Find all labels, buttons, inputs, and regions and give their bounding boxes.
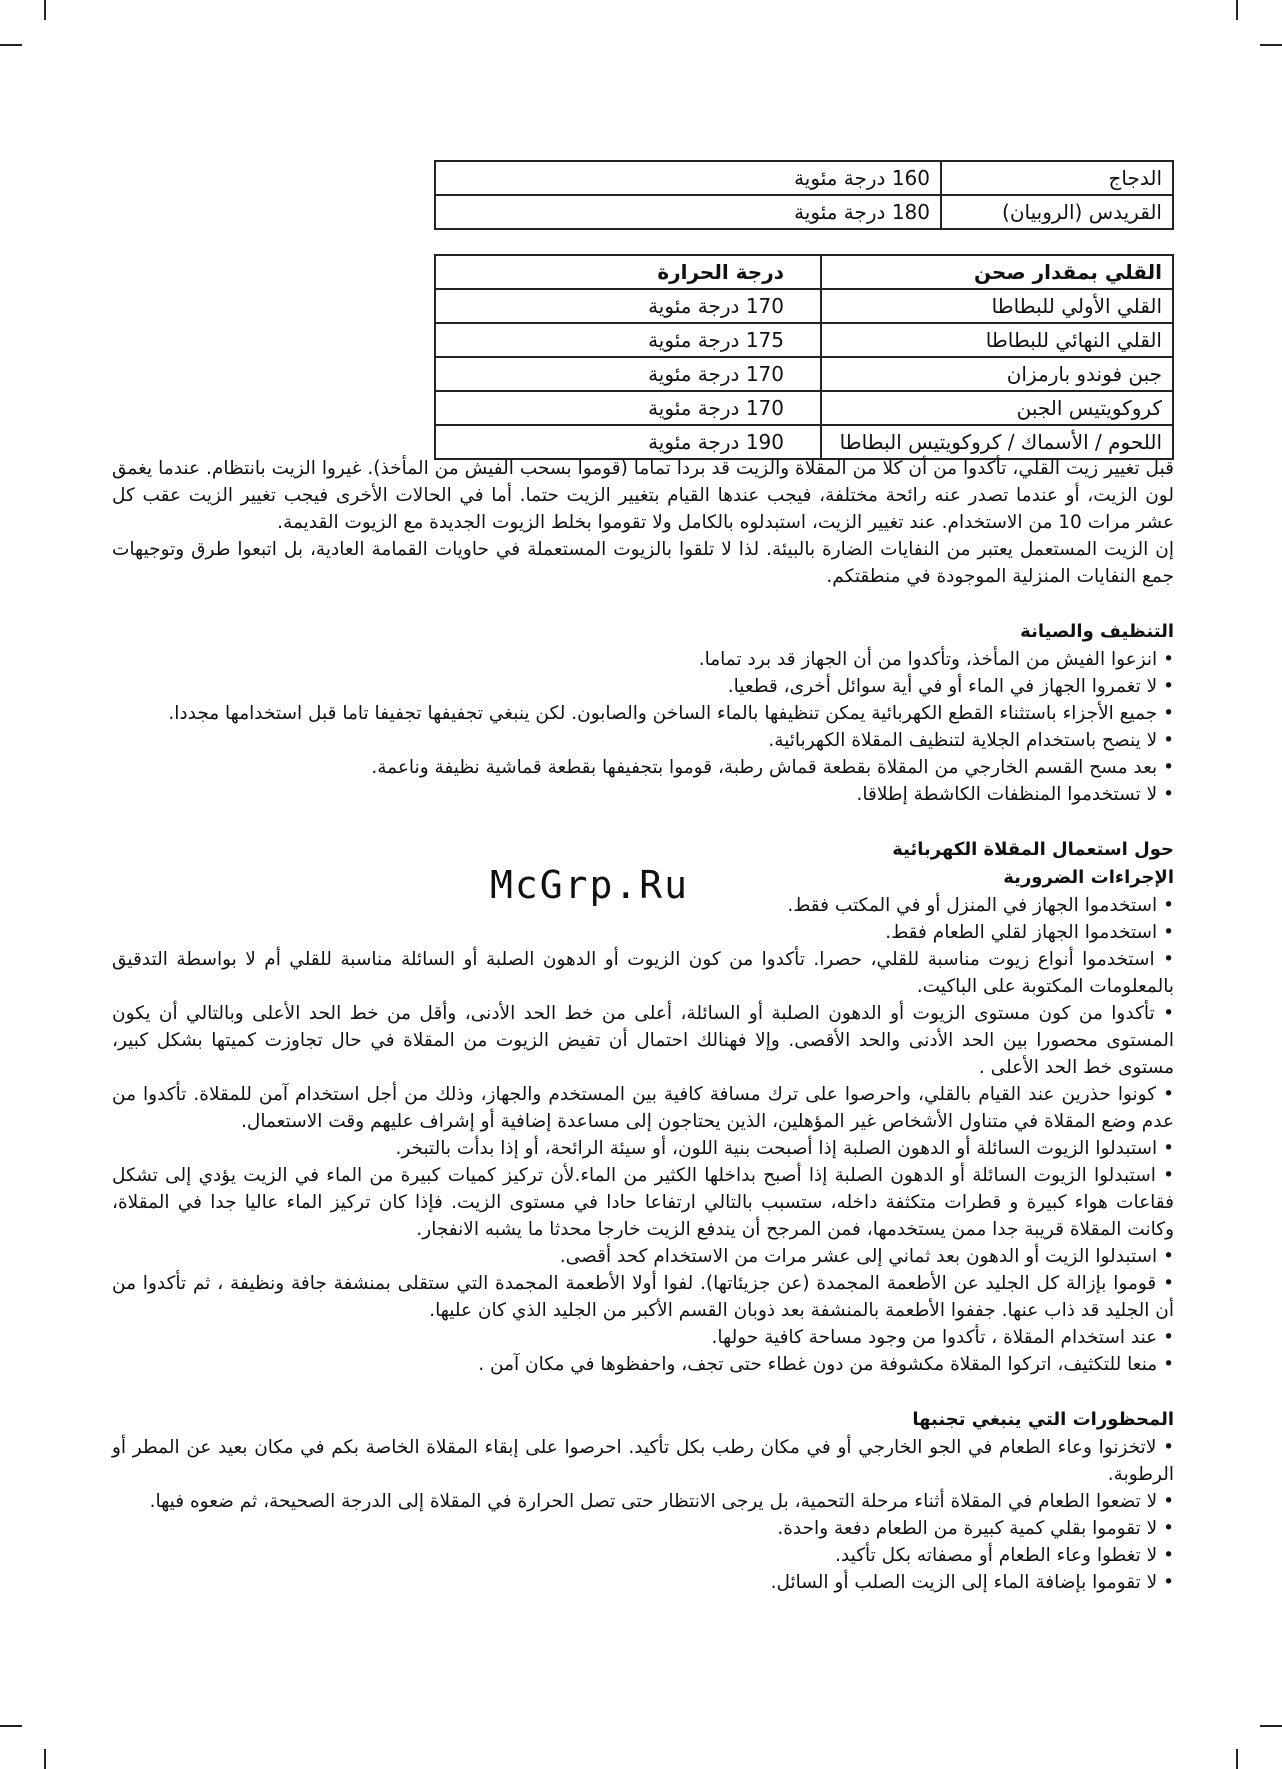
list-item: • انزعوا الفيش من المأخذ، وتأكدوا من أن الجهاز قد برد تماما.: [112, 646, 1174, 673]
list-item: • استخدموا أنواع زيوت مناسبة للقلي، حصرا. تأكدوا من كون الزيوت أو الدهون الصلبة أو السائلة مناسبة للقلي أم لا بواسطة التدقيق بالمعلومات المكتوبة على الباكيت.: [112, 946, 1174, 1000]
prohibited-list: [112, 1434, 1174, 1596]
list-item: • لا تستخدموا المنظفات الكاشطة إطلاقا.: [112, 781, 1174, 808]
table-cell: 170 درجة مئوية: [435, 357, 821, 391]
crop-mark: [1260, 44, 1282, 46]
crop-mark: [44, 1749, 46, 1769]
table-cell: كروكويتيس الجبن: [821, 391, 1173, 425]
list-item: • لا تغطوا وعاء الطعام أو مصفاته بكل تأكيد.: [112, 1542, 1174, 1569]
usage-list: [112, 892, 1174, 1378]
list-item: • استخدموا الجهاز في المنزل أو في المكتب فقط.: [112, 892, 1174, 919]
list-item: • تأكدوا من كون مستوى الزيوت أو الدهون الصلبة أو السائلة، أعلى من خط الحد الأدنى، وأقل من خط الحد الأعلى وبالتالي أن يكون المستوى محصورا بين الحد الأدنى والحد الأقصى. وإلا فهنالك احتمال أن تفيض الزيوت من المقلاة في حال تجاوزت كميتها بشكل كبير، مستوى خط الحد الأعلى .: [112, 1000, 1174, 1081]
table-row: [435, 161, 1173, 195]
section-title-usage: حول استعمال المقلاة الكهربائية: [892, 839, 1174, 860]
crop-mark: [0, 44, 22, 46]
list-item: • لا تقوموا بقلي كمية كبيرة من الطعام دفعة واحدة.: [112, 1515, 1174, 1542]
list-item: • جميع الأجزاء باستثناء القطع الكهربائية يمكن تنظيفها بالماء الساخن والصابون. لكن ينبغي تجفيفها تجفيفا تاما قبل استخدامها مجددا.: [112, 700, 1174, 727]
table-cell: الدجاج: [941, 161, 1173, 195]
temperature-table-main: [434, 254, 1174, 460]
list-item: • استخدموا الجهاز لقلي الطعام فقط.: [112, 919, 1174, 946]
table-row: [435, 425, 1173, 459]
table-cell: القريدس (الروبيان): [941, 195, 1173, 229]
list-item: • قوموا بإزالة كل الجليد عن الأطعمة المجمدة (عن جزيئاتها). لفوا أولا الأطعمة المجمدة التي ستقلى بمنشفة جافة ونظيفة ، ثم تأكدوا من أن الجليد قد ذاب عنها. جففوا الأطعمة بالمنشفة بعد ذوبان القسم الأكبر من الجليد الذي كان عليها.: [112, 1270, 1174, 1324]
table-cell: 175 درجة مئوية: [435, 323, 821, 357]
section-subtitle-usage: الإجراءات الضرورية: [1003, 867, 1174, 888]
section-title-cleaning: التنظيف والصيانة: [1020, 621, 1174, 642]
table-cell: القلي النهائي للبطاطا: [821, 323, 1173, 357]
table-row: [435, 357, 1173, 391]
list-item: • استبدلوا الزيوت السائلة أو الدهون الصلبة إذا أصبح بداخلها الكثير من الماء.لأن تركيز كميات كبيرة من الماء في الزيت يؤدي إلى تشكل فقاعات هواء كبيرة و قطرات متكثفة داخله، ستسبب بالتالي ارتفاعا حادا في مستوى الزيت. فإذا كان تركيز الماء عاليا جدا في المقلاة، وكانت المقلاة قريبة جدا ممن يستخدمها، فمن المرجح أن يندفع الزيت خارجا محدثا ما يشبه الانفجار.: [112, 1162, 1174, 1243]
intro-paragraph: قبل تغيير زيت القلي، تأكدوا من أن كلا من المقلاة والزيت قد بردا تماما (قوموا بسحب الفيش من المأخذ). غيروا الزيت بانتظام. عندما يغمق لون الزيت، أو عندما تصدر عنه رائحة مختلفة، فيجب عندها القيام بتغيير الزيت حتما. أما في الحالات الأخرى فيجب تغيير الزيت عقب كل عشر مرات 10 من الاستخدام. عند تغيير الزيت، استبدلوه بالكامل ولا تقوموا بخلط الزيوت الجديدة مع الزيوت القديمة.: [112, 458, 1174, 533]
table-header-row: [435, 255, 1173, 289]
crop-mark: [1236, 1749, 1238, 1769]
table-row: [435, 391, 1173, 425]
table-row: [435, 195, 1173, 229]
list-item: • بعد مسح القسم الخارجي من المقلاة بقطعة قماش رطبة، قوموا بتجفيفها بقطعة قماشية نظيفة وناعمة.: [112, 754, 1174, 781]
intro-paragraph: إن الزيت المستعمل يعتبر من النفايات الضارة بالبيئة. لذا لا تلقوا بالزيوت المستعملة في حاويات القمامة العادية، بل اتبعوا طرق وتوجيهات جمع النفايات المنزلية الموجودة في منطقتكم.: [112, 539, 1174, 587]
list-item: • لا تضعوا الطعام في المقلاة أثناء مرحلة التحمية، بل يرجى الانتظار حتى تصل الحرارة في المقلاة إلى الدرجة الصحيحة، ثم ضعوه فيها.: [112, 1488, 1174, 1515]
body-text: [112, 455, 1174, 1596]
table-cell: 180 درجة مئوية: [435, 195, 941, 229]
crop-mark: [44, 0, 46, 20]
list-item: • استبدلوا الزيوت السائلة أو الدهون الصلبة إذا أصبحت بنية اللون، أو سيئة الرائحة، أو إذا بدأت بالتبخر.: [112, 1135, 1174, 1162]
table-cell: القلي الأولي للبطاطا: [821, 289, 1173, 323]
table-cell: جبن فوندو بارمزان: [821, 357, 1173, 391]
list-item: • منعا للتكثيف، اتركوا المقلاة مكشوفة من دون غطاء حتى تجف، واحفظوها في مكان آمن .: [112, 1351, 1174, 1378]
list-item: • لا تغمروا الجهاز في الماء أو في أية سوائل أخرى، قطعيا.: [112, 673, 1174, 700]
column-header: القلي بمقدار صحن: [821, 255, 1173, 289]
cleaning-list: [112, 646, 1174, 808]
table-row: [435, 323, 1173, 357]
column-header: درجة الحرارة: [435, 255, 821, 289]
crop-mark: [1236, 0, 1238, 20]
temperature-table-top: [434, 160, 1174, 230]
section-title-prohibited: المحظورات التي ينبغي تجنبها: [912, 1409, 1174, 1430]
crop-mark: [1260, 1725, 1282, 1727]
table-cell: 190 درجة مئوية: [435, 425, 821, 459]
table-cell: اللحوم / الأسماك / كروكويتيس البطاطا: [821, 425, 1173, 459]
table-cell: 170 درجة مئوية: [435, 391, 821, 425]
table-cell: 170 درجة مئوية: [435, 289, 821, 323]
list-item: • لا تقوموا بإضافة الماء إلى الزيت الصلب أو السائل.: [112, 1569, 1174, 1596]
table-cell: 160 درجة مئوية: [435, 161, 941, 195]
list-item: • استبدلوا الزيت أو الدهون بعد ثماني إلى عشر مرات من الاستخدام كحد أقصى.: [112, 1243, 1174, 1270]
crop-mark: [0, 1725, 22, 1727]
list-item: • لا ينصح باستخدام الجلاية لتنظيف المقلاة الكهربائية.: [112, 727, 1174, 754]
watermark: McGrp.Ru: [490, 863, 690, 907]
list-item: • كونوا حذرين عند القيام بالقلي، واحرصوا على ترك مسافة كافية بين المستخدم والجهاز، وذلك من أجل استخدام آمن للمقلاة. تأكدوا من عدم وضع المقلاة في متناول الأشخاص غير المؤهلين، الذين يحتاجون إلى مساعدة إضافية أو إشراف عليهم وقت الاستعمال.: [112, 1081, 1174, 1135]
list-item: • عند استخدام المقلاة ، تأكدوا من وجود مساحة كافية حولها.: [112, 1324, 1174, 1351]
table-row: [435, 289, 1173, 323]
list-item: • لاتخزنوا وعاء الطعام في الجو الخارجي أو في مكان رطب بكل تأكيد. احرصوا على إبقاء المقلاة الخاصة بكم في مكان بعيد عن المطر أو الرطوبة.: [112, 1434, 1174, 1488]
